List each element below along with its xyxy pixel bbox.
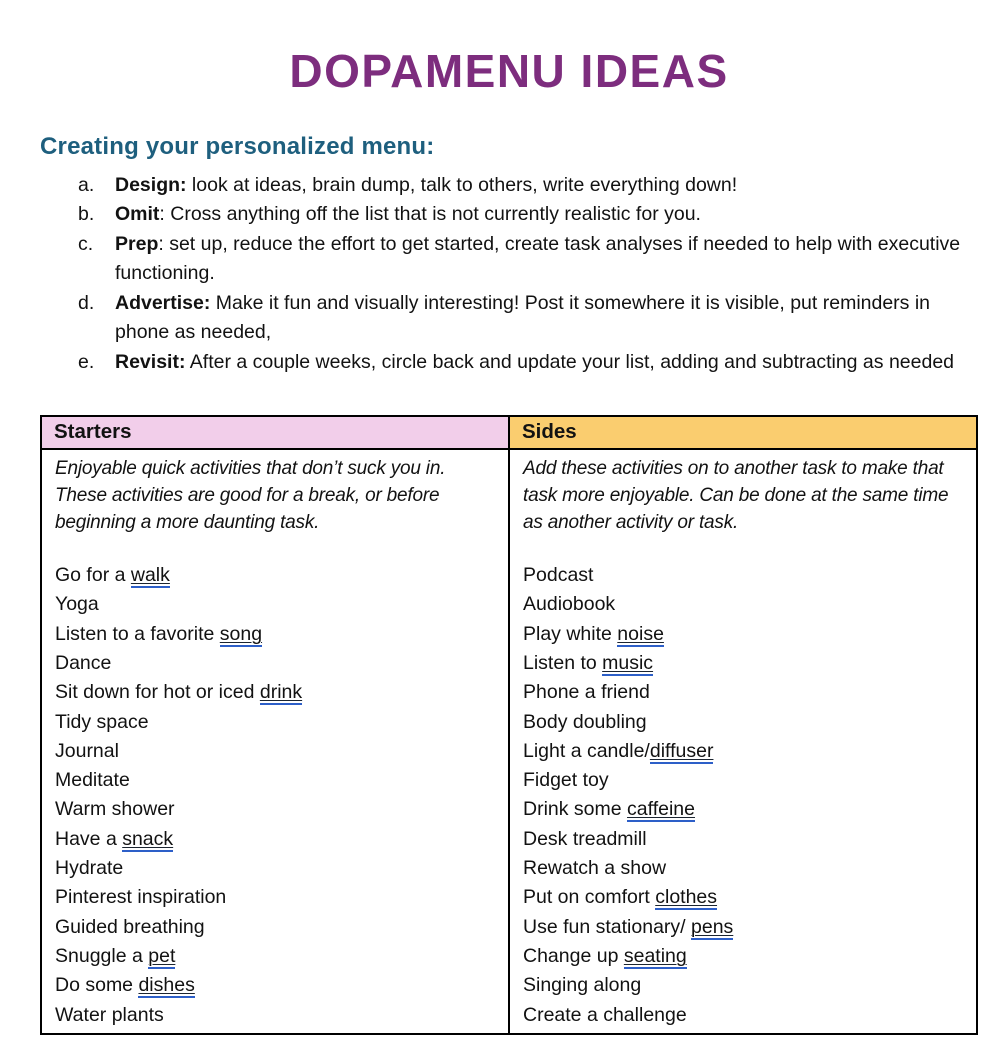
item-text: Listen to: [523, 651, 603, 674]
list-item: [55, 649, 492, 678]
item-text: Desk treadmill: [523, 827, 647, 850]
item-text: Fidget toy: [523, 769, 609, 792]
list-item: [523, 942, 960, 971]
item-text: Sit down for hot or iced: [55, 681, 260, 704]
section-heading: Creating your personalized menu:: [40, 132, 435, 160]
item-text: Go for a: [55, 564, 131, 587]
list-item: [523, 737, 960, 766]
item-text: Guided breathing: [55, 915, 205, 938]
item-text: Drink some: [523, 798, 628, 821]
steps-list: [40, 171, 978, 378]
list-item: [523, 795, 960, 824]
noise-link[interactable]: noise: [617, 622, 664, 645]
item-text: Warm shower: [55, 798, 175, 821]
list-item: [523, 708, 960, 737]
list-item: [55, 678, 492, 707]
step-marker: a.: [78, 173, 95, 196]
column-body: [42, 450, 508, 1030]
item-text: Use fun stationary/: [523, 915, 691, 938]
step-text: : Cross anything off the list that is not currently realistic for you.: [159, 203, 701, 226]
item-text: Singing along: [523, 974, 642, 997]
item-text: Do some: [55, 974, 139, 997]
item-text: Podcast: [523, 564, 594, 587]
list-item: [55, 883, 492, 912]
column-description: Add these activities on to another task to make that task more enjoyable. Can be done at the same time as another activity or task.: [523, 458, 949, 534]
item-text: Snuggle a: [55, 944, 149, 967]
step-marker: c.: [78, 232, 94, 255]
dishes-link[interactable]: dishes: [138, 974, 195, 997]
item-text: Body doubling: [523, 710, 647, 733]
page-title: DOPAMENU IDEAS: [289, 45, 729, 97]
caffeine-link[interactable]: caffeine: [627, 798, 695, 821]
item-text: Rewatch a show: [523, 857, 667, 880]
drink-link[interactable]: drink: [259, 681, 303, 704]
list-item: [523, 590, 960, 619]
step-keyword: Advertise:: [115, 291, 211, 314]
list-item: [55, 854, 492, 883]
item-text: Water plants: [55, 1003, 164, 1026]
item-text: Hydrate: [55, 857, 124, 880]
menu-column-starters: [42, 417, 508, 1033]
clothes-link[interactable]: clothes: [655, 886, 718, 909]
item-text: Yoga: [55, 593, 99, 616]
column-header: Starters: [42, 417, 508, 450]
list-item: [523, 854, 960, 883]
walk-link[interactable]: walk: [130, 564, 170, 587]
step-item: [40, 200, 978, 230]
item-text: Put on comfort: [523, 886, 656, 909]
list-item: [523, 678, 960, 707]
step-marker: d.: [78, 291, 95, 314]
list-item: [55, 561, 492, 590]
list-item: [523, 561, 960, 590]
item-text: Light a candle/: [523, 739, 650, 762]
list-item: [55, 737, 492, 766]
list-item: [55, 766, 492, 795]
list-item: [523, 913, 960, 942]
list-item: [55, 1001, 492, 1030]
list-item: [55, 795, 492, 824]
item-text: Listen to a favorite: [55, 622, 220, 645]
item-text: Change up: [523, 944, 624, 967]
music-link[interactable]: music: [602, 651, 654, 674]
song-link[interactable]: song: [219, 622, 263, 645]
menu-column-sides: [508, 417, 976, 1033]
item-text: Have a: [55, 827, 123, 850]
step-item: [40, 171, 978, 201]
step-item: [40, 348, 978, 378]
step-keyword: Design:: [115, 173, 187, 196]
step-item: [40, 289, 978, 348]
pet-link[interactable]: pet: [148, 944, 176, 967]
column-description: Enjoyable quick activities that don’t suck you in. These activities are good for a break, or before beginning a more daunting task.: [55, 458, 446, 534]
item-text: Phone a friend: [523, 681, 650, 704]
column-header: Sides: [510, 417, 976, 450]
step-keyword: Prep: [115, 232, 159, 255]
seating-link[interactable]: seating: [623, 944, 687, 967]
list-item: [55, 942, 492, 971]
list-item: [55, 971, 492, 1000]
step-marker: e.: [78, 350, 95, 373]
item-text: Dance: [55, 651, 112, 674]
list-item: [523, 649, 960, 678]
list-item: [523, 825, 960, 854]
list-item: [55, 913, 492, 942]
item-text: Tidy space: [55, 710, 149, 733]
list-item: [523, 766, 960, 795]
list-item: [523, 883, 960, 912]
item-text: Pinterest inspiration: [55, 886, 227, 909]
step-text: look at ideas, brain dump, talk to others, write everything down!: [186, 173, 738, 196]
column-body: [510, 450, 976, 1030]
step-keyword: Omit: [115, 203, 160, 226]
step-text: : set up, reduce the effort to get started, create task analyses if needed to help with executive functioning.: [115, 232, 961, 285]
list-item: [55, 620, 492, 649]
step-marker: b.: [78, 203, 95, 226]
list-item: [523, 620, 960, 649]
step-keyword: Revisit:: [115, 350, 186, 373]
step-text: After a couple weeks, circle back and update your list, adding and subtracting as needed: [185, 350, 955, 373]
item-text: Meditate: [55, 769, 130, 792]
snack-link[interactable]: snack: [122, 827, 174, 850]
list-item: [55, 708, 492, 737]
list-item: [55, 825, 492, 854]
list-item: [55, 590, 492, 619]
step-item: [40, 230, 978, 289]
step-text: Make it fun and visually interesting! Post it somewhere it is visible, put reminders in phone as needed,: [115, 291, 931, 344]
list-item: [523, 971, 960, 1000]
item-text: Create a challenge: [523, 1003, 687, 1026]
dopamenu-table: [40, 415, 978, 1035]
pens-link[interactable]: pens: [691, 915, 734, 938]
diffuser-link[interactable]: diffuser: [649, 739, 714, 762]
item-text: Journal: [55, 739, 119, 762]
list-item: [523, 1001, 960, 1030]
item-text: Play white: [523, 622, 618, 645]
item-text: Audiobook: [523, 593, 616, 616]
